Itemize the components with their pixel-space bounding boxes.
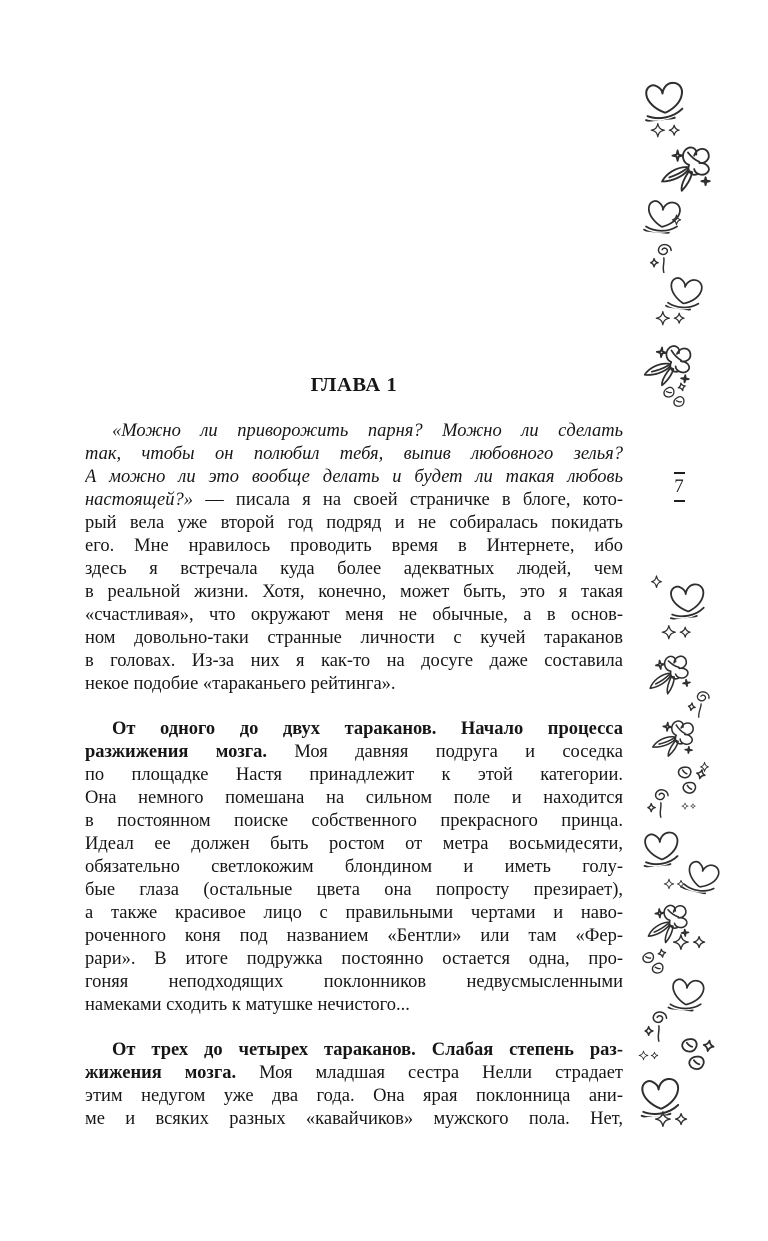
flower-doodle-icon xyxy=(642,337,701,390)
petals-doodle-icon xyxy=(668,1032,718,1075)
text-line: намеками сходить к матушке нечистого... xyxy=(85,995,410,1015)
text-line: его. Мне нравилось проводить время в Интернете, ибо xyxy=(85,536,623,556)
flower-doodle-icon xyxy=(660,142,718,192)
text-line: рари». В итоге подружка постоянно остается одна, про- xyxy=(85,949,623,969)
sparkles-icon xyxy=(663,876,687,893)
text-line: некое подобие «тараканьего рейтинга». xyxy=(85,674,396,694)
folio-rule-bottom xyxy=(674,500,685,502)
sparkles-icon xyxy=(656,624,698,642)
text-line: А можно ли это вообще делать и будет ли такая любовь xyxy=(85,467,623,487)
sparkle-icon xyxy=(650,574,663,591)
sparkle-icon xyxy=(699,761,710,774)
text-line: Идеал ее должен быть ростом от метра восьмидесяти, xyxy=(85,834,623,854)
text-line: по площадке Настя принадлежит к этой категории. xyxy=(85,765,623,785)
text-line: рый вела уже второй год подряд и не собиралась покидать xyxy=(85,513,623,533)
text-line: От одного до двух тараканов. Начало процесса xyxy=(112,719,623,739)
heart-doodle-icon xyxy=(664,578,712,620)
paragraph xyxy=(85,718,623,1017)
text-line: разжижения мозга. Моя давняя подруга и соседка xyxy=(85,742,623,762)
flower-doodle-icon xyxy=(650,712,702,762)
text-line: Она немного помешана на сильном поле и находится xyxy=(85,788,623,808)
sparkles-icon xyxy=(652,310,690,328)
text-line: а также красивое лицо с правильными чертами и наво- xyxy=(85,903,623,923)
text-line: обязательно светлокожим блондином и иметь голу- xyxy=(85,857,623,877)
text-line: бые глаза (остальные цвета она попросту презирает), xyxy=(85,880,623,900)
text-line: гоняя неподходящих поклонников недвусмысленными xyxy=(85,972,623,992)
text-line: ном довольно-таки странные личности с кучей тараканов xyxy=(85,628,623,648)
folio-rule-top xyxy=(674,472,685,474)
paragraph xyxy=(85,420,623,696)
sparkles-icon xyxy=(666,933,714,953)
text-line: в постоянном поиске собственного прекрасного принца. xyxy=(85,811,623,831)
swirl-doodle-icon xyxy=(646,786,674,818)
sparkles-icon xyxy=(648,122,684,140)
text-line: роченного коня под названием «Бентли» или там «Фер- xyxy=(85,926,623,946)
text-line: настоящей?» — писала я на своей страничке в блоге, кото- xyxy=(85,490,623,510)
page-number-block xyxy=(665,472,693,502)
swirl-doodle-icon xyxy=(650,240,676,274)
chapter-title: ГЛАВА 1 xyxy=(310,374,398,396)
sparkle-icon xyxy=(671,213,682,228)
text-line: «счастливая», что окружают меня не обычные, а в основ- xyxy=(85,605,623,625)
swirl-doodle-icon xyxy=(644,1008,672,1042)
text-line: этим недугом уже два года. Она ярая поклонница ани- xyxy=(85,1086,623,1106)
sparkles-icon xyxy=(681,799,697,814)
page-number: 7 xyxy=(674,476,684,497)
sparkles-icon xyxy=(638,1045,660,1067)
text-line: в реальной жизни. Хотя, конечно, может быть, это я такая xyxy=(85,582,623,602)
text-line: ме и всяких разных «кавайчиков» мужского пола. Нет, xyxy=(85,1109,623,1129)
heart-doodle-icon xyxy=(638,826,685,868)
text-line: здесь я встречала куда более адекватных людей, чем xyxy=(85,559,623,579)
sparkles-icon xyxy=(652,1110,692,1130)
text-column xyxy=(85,374,623,1131)
heart-doodle-icon xyxy=(663,271,710,312)
text-line: жижения мозга. Моя младшая сестра Нелли страдает xyxy=(85,1063,623,1083)
petals-doodle-icon xyxy=(635,944,670,983)
text-line: так, чтобы он полюбил тебя, выпив любовного зелья? xyxy=(85,444,623,464)
heart-doodle-icon xyxy=(640,76,690,123)
paragraph xyxy=(85,1039,623,1131)
text-line: От трех до четырех тараканов. Слабая степень раз- xyxy=(112,1040,623,1060)
text-body xyxy=(85,420,623,1131)
text-line: «Можно ли приворожить парня? Можно ли сделать xyxy=(112,421,623,441)
text-line: в головах. Из-за них я как-то на досуге даже составила xyxy=(85,651,623,671)
